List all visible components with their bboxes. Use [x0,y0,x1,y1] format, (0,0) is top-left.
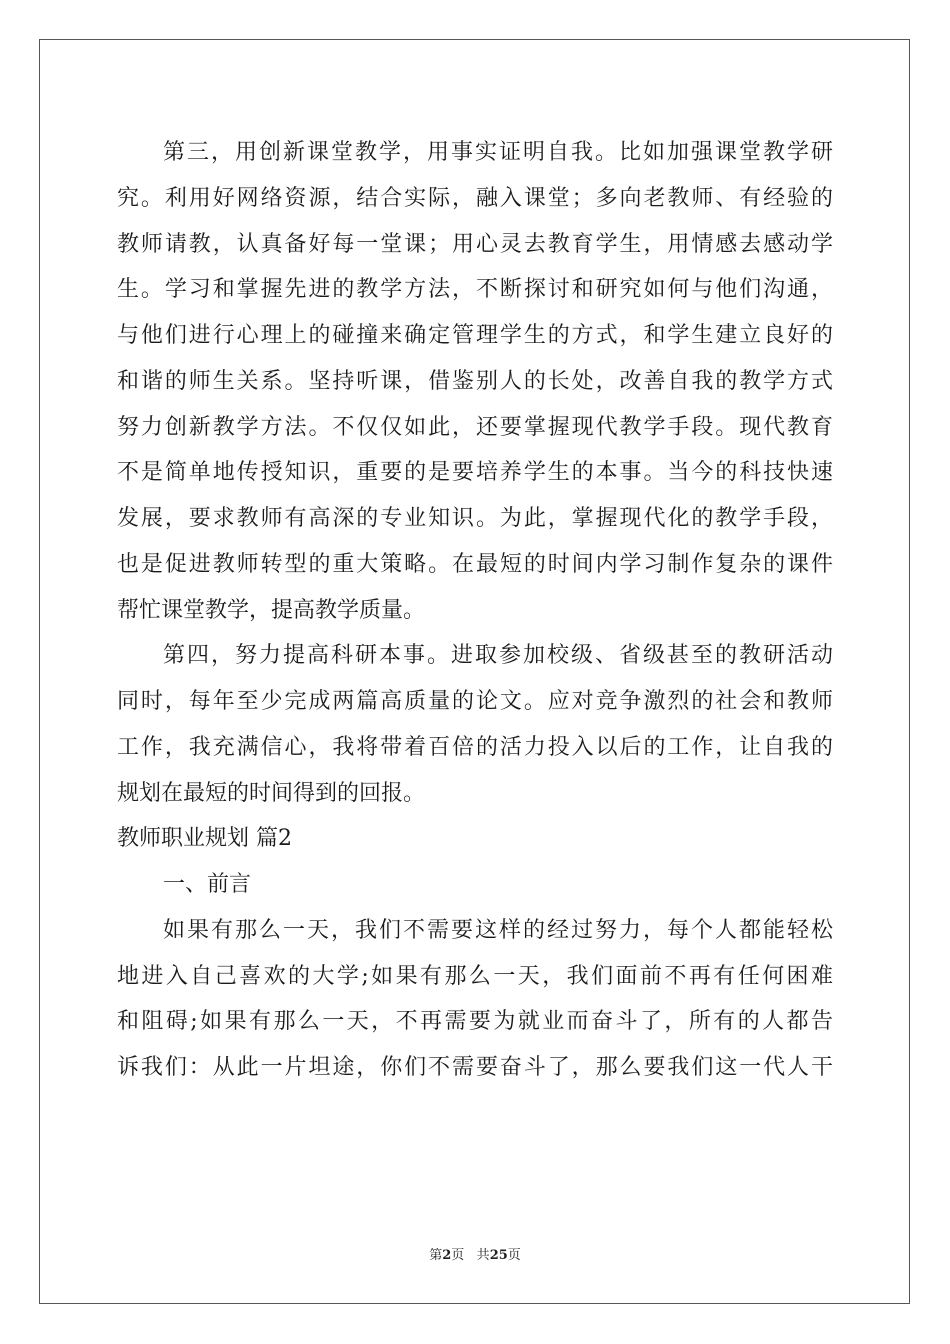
total-prefix: 共 [476,1248,490,1263]
subsection-heading: 一、前言 [163,872,252,897]
paragraph-line: 究。利用好网络资源，结合实际，融入课堂；多向老教师、有经验的 [117,185,833,211]
document-body [117,130,833,1091]
paragraph-line: 和谐的师生关系。坚持听课，借鉴别人的长处，改善自我的教学方式 [117,368,833,394]
paragraph-line: 第四，努力提高科研本事。进取参加校级、省级甚至的教研活动 [163,643,833,669]
page-prefix: 第 [429,1248,443,1263]
page-label: 页 [451,1248,465,1263]
paragraph-line: 不是简单地传授知识，重要的是要培养学生的本事。当今的科技快速 [117,460,833,486]
paragraph-line: 和阻碍;如果有那么一天，不再需要为就业而奋斗了，所有的人都告 [117,1009,833,1035]
paragraph-line: 发展，要求教师有高深的专业知识。为此，掌握现代化的教学手段， [117,506,833,531]
paragraph-line: 努力创新教学方法。不仅仅如此，还要掌握现代教学手段。现代教育 [117,414,833,440]
paragraph-line: 帮忙课堂教学，提高教学质量。 [117,597,426,623]
paragraph-line: 教师请教，认真备好每一堂课；用心灵去教育学生，用情感去感动学 [117,231,833,257]
paragraph-line: 如果有那么一天，我们不需要这样的经过努力，每个人都能轻松 [163,917,833,943]
section-heading: 教师职业规划 篇2 [117,826,292,852]
paragraph-line: 工作，我充满信心，我将带着百倍的活力投入以后的工作，让自我的 [117,734,833,760]
page-current: 2 [442,1248,452,1263]
page-footer [0,1244,950,1263]
paragraph-line: 地进入自己喜欢的大学;如果有那么一天，我们面前不再有任何困难 [117,963,833,989]
paragraph-line: 与他们进行心理上的碰撞来确定管理学生的方式，和学生建立良好的 [117,323,833,348]
paragraph-line: 诉我们：从此一片坦途，你们不需要奋斗了，那么要我们这一代人干 [117,1055,833,1080]
paragraph-line: 也是促进教师转型的重大策略。在最短的时间内学习制作复杂的课件 [117,551,833,577]
total-label: 页 [507,1248,521,1263]
paragraph-line: 规划在最短的时间得到的回报。 [117,780,426,806]
paragraph-line: 生。学习和掌握先进的教学方法，不断探讨和研究如何与他们沟通， [117,277,833,303]
paragraph-line: 同时，每年至少完成两篇高质量的论文。应对竞争激烈的社会和教师 [117,689,833,714]
page-total: 25 [489,1248,508,1263]
paragraph-line: 第三，用创新课堂教学，用事实证明自我。比如加强课堂教学研 [163,140,833,165]
